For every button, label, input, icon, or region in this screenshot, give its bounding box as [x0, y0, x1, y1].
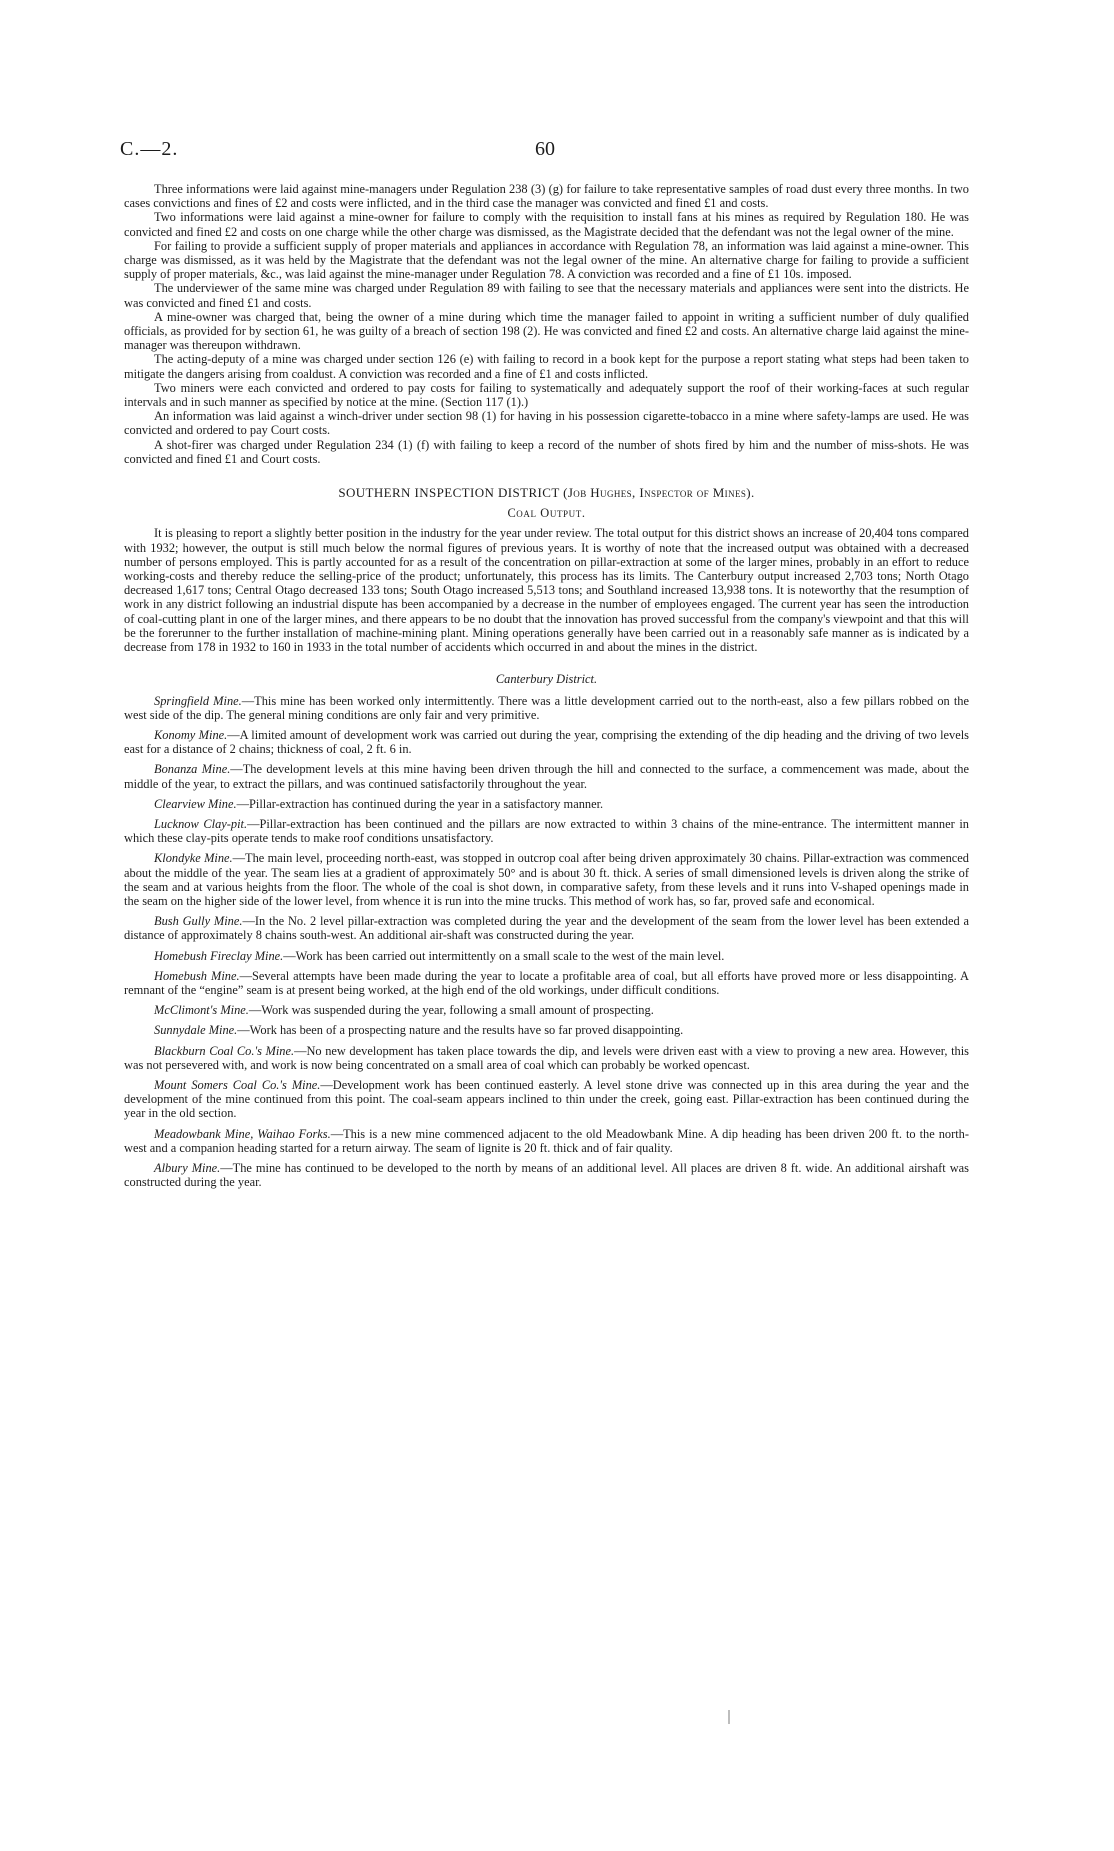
paragraph: An information was laid against a winch-driver under section 98 (1) for having in his possession cigarette-tobacco in a mine where safety-lamps are used. He was convicted and ordered to pay Court costs. [124, 409, 969, 438]
paragraph: A shot-firer was charged under Regulation 234 (1) (f) with failing to keep a record of the number of shots fired by him and the number of miss-shots. He was convicted and fined £1 and Court costs. [124, 437, 969, 466]
mine-description: —Pillar-extraction has continued during the year in a satisfactory manner. [236, 796, 604, 811]
document-body [124, 182, 969, 1195]
mine-entry [124, 1003, 969, 1017]
mine-description: —This mine has been worked only intermittently. There was a little development carried out to the north-east, also a few pillars robbed on the west side of the dip. The general mining conditions are only fair and very primitive. [124, 693, 969, 722]
paragraph: A mine-owner was charged that, being the owner of a mine during which time the manager failed to appoint in writing a sufficient number of duly qualified officials, as provided for by section 61, he was guilty of a breach of section 198 (2). He was convicted and fined £2 and costs. An alternative charge laid against the mine-manager was thereupon withdrawn. [124, 309, 969, 353]
mine-description: —Pillar-extraction has been continued and the pillars are now extracted to within 3 chains of the mine-entrance. The intermittent manner in which these clay-pits operate tends to make roof conditions unsatisfactory. [124, 816, 969, 846]
mine-description: —Several attempts have been made during the year to locate a profitable area of coal, but all efforts have proved more or less disappointing. A remnant of the “engine” seam is at present being worked, at the high end of the old workings, under difficult conditions. [124, 968, 970, 997]
document-reference: C.—2. [120, 138, 179, 160]
mine-name: Springfield Mine. [154, 693, 242, 708]
mine-description: —Work has been of a prospecting nature and the results have so far proved disappointing. [237, 1023, 684, 1038]
mine-name: Bonanza Mine. [154, 762, 231, 777]
mine-description: —The development levels at this mine having been driven through the hill and connected to the surface, a commencement was made, about the middle of the year, to extract the pillars, and was continued satisfactorily throughout the year. [124, 762, 969, 791]
prosecutions-section [124, 182, 969, 466]
mine-list [124, 694, 969, 1190]
mine-name: Lucknow Clay-pit. [154, 816, 248, 831]
mine-name: Albury Mine. [154, 1160, 221, 1175]
mine-description: —Work has been carried out intermittently on a small scale to the west of the main level. [283, 948, 725, 963]
mine-description: —Development work has been continued easterly. A level stone drive was connected up in this area during the year and the development of the mine continued from this point. The coal-seam appears inclined to thin under the creek, going east. Pillar-extraction has been continued during the year in the old section. [124, 1077, 969, 1121]
paragraph: The acting-deputy of a mine was charged under section 126 (e) with failing to record in a book kept for the purpose a report stating what steps had been taken to mitigate the dangers arising from coaldust. A conviction was recorded and a fine of £1 and costs inflicted. [124, 352, 969, 381]
paragraph: For failing to provide a sufficient supply of proper materials and appliances in accordance with Regulation 78, an information was laid against a mine-owner. This charge was dismissed, as it was held by the Magistrate that the defendant was not the legal owner of the mine. An alternative charge for failing to provide a sufficient supply of proper materials, &c., was laid against the mine-manager under Regulation 78. A conviction was recorded and a fine of £1 10s. imposed. [124, 238, 969, 282]
mine-entry [124, 797, 969, 811]
district-heading [124, 486, 969, 500]
mine-name: Mount Somers Coal Co.'s Mine. [154, 1077, 321, 1092]
mine-name: Klondyke Mine. [154, 851, 233, 866]
mine-description: —No new development has taken place towards the dip, and levels were driven east with a view to proving a new area. However, this was not persevered with, and work is now being concentrated on a small area of coal which can probably be worked opencast. [124, 1043, 969, 1072]
mine-entry [124, 969, 969, 997]
mine-entry [124, 728, 969, 756]
paragraph: Two informations were laid against a mine-owner for failure to comply with the requisition to install fans at his mines as required by Regulation 180. He was convicted and fined £2 and costs on one charge while the other charge was dismissed, as the Magistrate decided that the defendant was not the legal owner of the mine. [124, 210, 969, 239]
mine-description: —The main level, proceeding north-east, was stopped in outcrop coal after being driven approximately 30 chains. Pillar-extraction was commenced about the middle of the year. The seam lies at a gradient of approximately 50° and is about 30 ft. thick. A series of small dimensioned levels is driven along the strike of the seam and at various heights from the floor. The whole of the coal is shot down, in comparative safety, from these levels and it runs into V-shaped openings made in the seam on the higher side of the lower level, from whence it is run into the mine trucks. This method of work has, so far, proved safe and economical. [124, 851, 969, 908]
paragraph: Two miners were each convicted and ordered to pay costs for failing to systematically and adequately support the roof of their working-faces at such regular intervals and in such manner as specified by notice at the mine. (Section 117 (1).) [124, 380, 969, 410]
mine-name: Clearview Mine. [154, 796, 237, 811]
coal-output-heading: Coal Output. [507, 506, 586, 521]
mine-entry [124, 1023, 969, 1037]
mine-description: —A limited amount of development work was carried out during the year, comprising the extending of the dip heading and the driving of two levels east for a distance of 2 chains; thickness of coal, 2 ft. 6 in. [124, 727, 969, 757]
mine-entry [124, 851, 969, 908]
mine-name: Blackburn Coal Co.'s Mine. [154, 1043, 295, 1058]
paragraph: Three informations were laid against mine-managers under Regulation 238 (3) (g) for failure to take representative samples of road dust every three months. In two cases convictions and fines of £2 and costs were inflicted, and in the third case the manager was convicted and fined £1 and costs. [124, 182, 969, 211]
page-edge-mark [728, 1710, 730, 1724]
mine-name: Homebush Fireclay Mine. [154, 948, 284, 963]
mine-entry [124, 914, 969, 942]
mine-description: —In the No. 2 level pillar-extraction was completed during the year and the development of the seam from the lower level has been extended a distance of approximately 8 chains south-west. An additional air-shaft was constructed during the year. [124, 914, 970, 943]
mine-entry [124, 762, 969, 790]
mine-entry [124, 949, 969, 963]
district-title: SOUTHERN INSPECTION DISTRICT [338, 485, 560, 501]
mine-name: Homebush Mine. [154, 968, 240, 983]
mine-entry [124, 1044, 969, 1072]
mine-entry [124, 1161, 969, 1189]
paragraph: The underviewer of the same mine was charged under Regulation 89 with failing to see that the necessary materials and appliances were sent into the districts. He was convicted and fined £1 and costs. [124, 281, 969, 310]
mine-description: —Work was suspended during the year, following a small amount of prospecting. [248, 1003, 654, 1018]
canterbury-district-heading: Canterbury District. [495, 672, 598, 687]
mine-name: Sunnydale Mine. [154, 1023, 238, 1038]
mine-description: —This is a new mine commenced adjacent to the old Meadowbank Mine. A dip heading has been driven 200 ft. to the north-west and a companion heading started for a return airway. The seam of lignite is 20 ft. thick and of fair quality. [124, 1126, 969, 1155]
mine-name: Bush Gully Mine. [154, 914, 243, 929]
mine-entry [124, 1078, 969, 1121]
mine-description: —The mine has continued to be developed to the north by means of an additional level. All places are driven 8 ft. wide. An additional airshaft was constructed during the year. [124, 1160, 969, 1190]
coal-output-paragraph: It is pleasing to report a slightly better position in the industry for the year under review. The total output for this district shows an increase of 20,404 tons compared with 1932; however, the output is still much below the normal figures of previous years. It is worthy of note that the increased output was obtained with a decreased number of persons employed. This is partly accounted for as a result of the concentration on pillar-extraction at some of the larger mines, probably in an effort to reduce working-costs and thereby reduce the selling-price of the product; unfortunately, this process has its limits. The Canterbury output increased 2,703 tons; North Otago decreased 1,617 tons; Central Otago decreased 133 tons; South Otago increased 5,513 tons; and Southland increased 13,938 tons. It is noteworthy that the resumption of work in any district following an industrial dispute has been accompanied by a decrease in the number of employees engaged. The current year has seen the introduction of coal-cutting plant in one of the larger mines, and there appears to be no doubt that the innovation has proved successful from the company's viewpoint and that this will be the forerunner to the further installation of machine-mining plant. Mining operations generally have been carried out in a reasonably safe manner as is indicated by a decrease from 178 in 1932 to 160 in 1933 in the total number of accidents which occurred in and about the mines in the district. [124, 526, 969, 655]
mine-entry [124, 817, 969, 845]
mine-name: Meadowbank Mine, Waihao Forks. [154, 1126, 331, 1141]
mine-name: McClimont's Mine. [154, 1003, 249, 1018]
mine-entry [124, 694, 969, 722]
inspector-name: (Job Hughes, Inspector of Mines). [563, 485, 755, 501]
mine-name: Konomy Mine. [154, 727, 228, 742]
mine-entry [124, 1127, 969, 1155]
page-number: 60 [535, 138, 555, 160]
page-header [120, 138, 980, 168]
